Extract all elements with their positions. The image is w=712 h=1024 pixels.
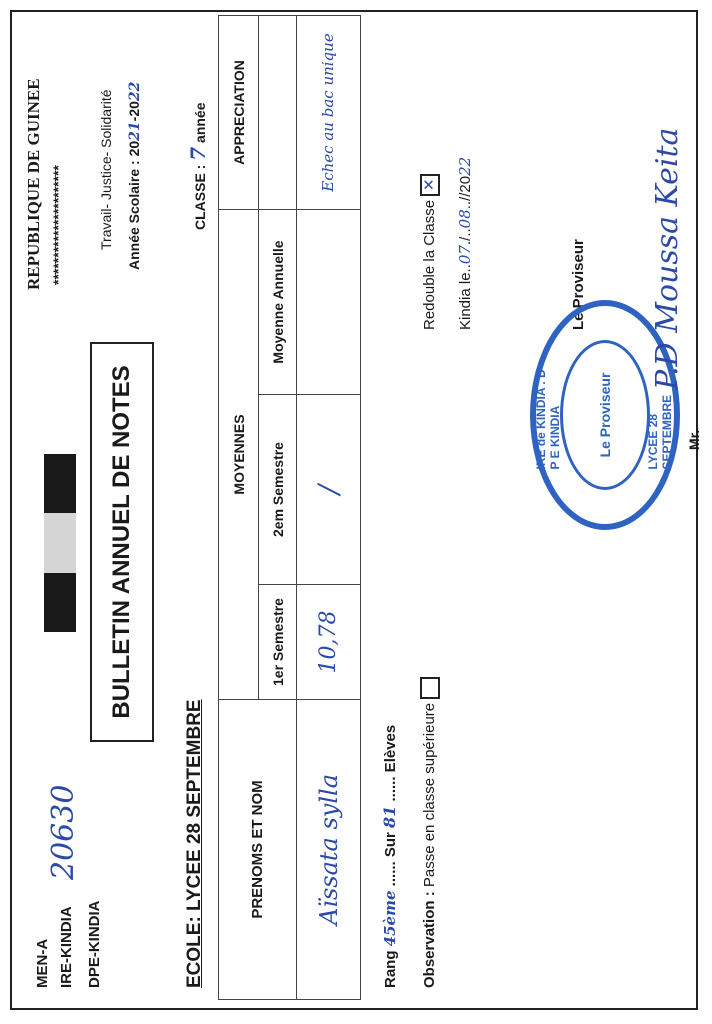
- observation-line: [420, 677, 440, 988]
- school-year-mid: -20: [126, 101, 142, 122]
- rank-label: Rang: [382, 950, 399, 988]
- rank-value: 45ème: [381, 890, 399, 947]
- rank-eleves: Elèves: [382, 724, 399, 773]
- date-year-prefix: /20: [457, 175, 474, 197]
- grades-table: [218, 15, 361, 1000]
- date-day: 07: [456, 245, 474, 265]
- ire-label: IRE-KINDIA: [58, 906, 75, 988]
- rotated-bulletin: [10, 10, 702, 1010]
- class-value: 7: [186, 146, 210, 161]
- appreciation-value: Echec au bac unique: [297, 16, 361, 210]
- rank-sur-label: Sur: [382, 832, 399, 858]
- date-line: Kindia le..07./..08..//2022: [456, 156, 474, 330]
- s1-average: 10,78: [297, 585, 361, 700]
- motto: Travail- Justice- Solidarité: [98, 89, 114, 250]
- col-header-s2: 2em Semestre: [259, 395, 297, 585]
- stamp-center: Le Proviseur: [597, 372, 613, 458]
- col-header-annual: Moyenne Annuelle: [259, 210, 297, 395]
- flag-band-1: [44, 573, 76, 632]
- school-year: [126, 82, 143, 270]
- col-header-appreciation-sub: [259, 16, 297, 210]
- class-field: [186, 102, 210, 230]
- class-label: CLASSE :: [192, 164, 208, 230]
- col-header-moyennes: MOYENNES: [219, 210, 259, 700]
- passe-label: Passe en classe supérieure: [420, 702, 438, 888]
- annual-average: [297, 210, 361, 395]
- stamp-inner: [560, 340, 650, 490]
- mr-label: Mr.: [686, 429, 702, 450]
- student-name: Aïssata sylla: [297, 700, 361, 1000]
- dpe-label: DPE-KINDIA: [86, 900, 103, 988]
- col-header-appreciation: APPRECIATION: [219, 16, 259, 210]
- country-label: REPUBLIQUE DE GUINEE: [24, 78, 43, 290]
- handwritten-number: 20630: [46, 784, 81, 880]
- stamp-ring-top: IRE de KINDIA . D P E KINDIA: [534, 369, 562, 470]
- redouble-label: Redouble la Classe: [420, 199, 438, 330]
- school-year-hw2: 22: [127, 81, 143, 102]
- s2-average: /: [297, 395, 361, 585]
- date-month: 08: [456, 209, 474, 229]
- col-header-s1: 1er Semestre: [259, 585, 297, 700]
- redouble-checkbox[interactable]: ✕: [420, 174, 440, 196]
- class-suffix: année: [192, 102, 208, 143]
- proviseur-label: Le Proviseur: [570, 239, 587, 330]
- col-header-name: PRENOMS ET NOM: [219, 700, 297, 1000]
- observation-label: Observation :: [420, 891, 438, 988]
- flag-band-3: [44, 454, 76, 513]
- rank-total: 81: [380, 805, 399, 828]
- passe-checkbox[interactable]: [420, 677, 440, 699]
- signature: P.D Moussa Keita: [650, 127, 685, 390]
- date-prefix: Kindia le: [457, 272, 474, 330]
- stamp-ring-bottom: LYCEE 28 SEPTEMBRE: [646, 394, 674, 470]
- flag-emblem: [44, 454, 76, 632]
- ministry-label: MEN-A: [34, 938, 51, 988]
- rank-line: Rang 45ème ...... Sur 81 ...... Elèves: [380, 724, 399, 988]
- school-name: ECOLE: LYCEE 28 SEPTEMBRE: [184, 699, 205, 988]
- redouble-line: [420, 174, 440, 330]
- bulletin-title: BULLETIN ANNUEL DE NOTES: [108, 365, 135, 719]
- flag-band-2: [44, 513, 76, 572]
- school-year-label: Année Scolaire : 20: [126, 140, 142, 270]
- bulletin-title-box: [90, 342, 154, 742]
- stars-decoration: **********************: [50, 165, 66, 285]
- school-year-hw1: 21: [127, 121, 143, 141]
- date-year: 22: [456, 156, 474, 176]
